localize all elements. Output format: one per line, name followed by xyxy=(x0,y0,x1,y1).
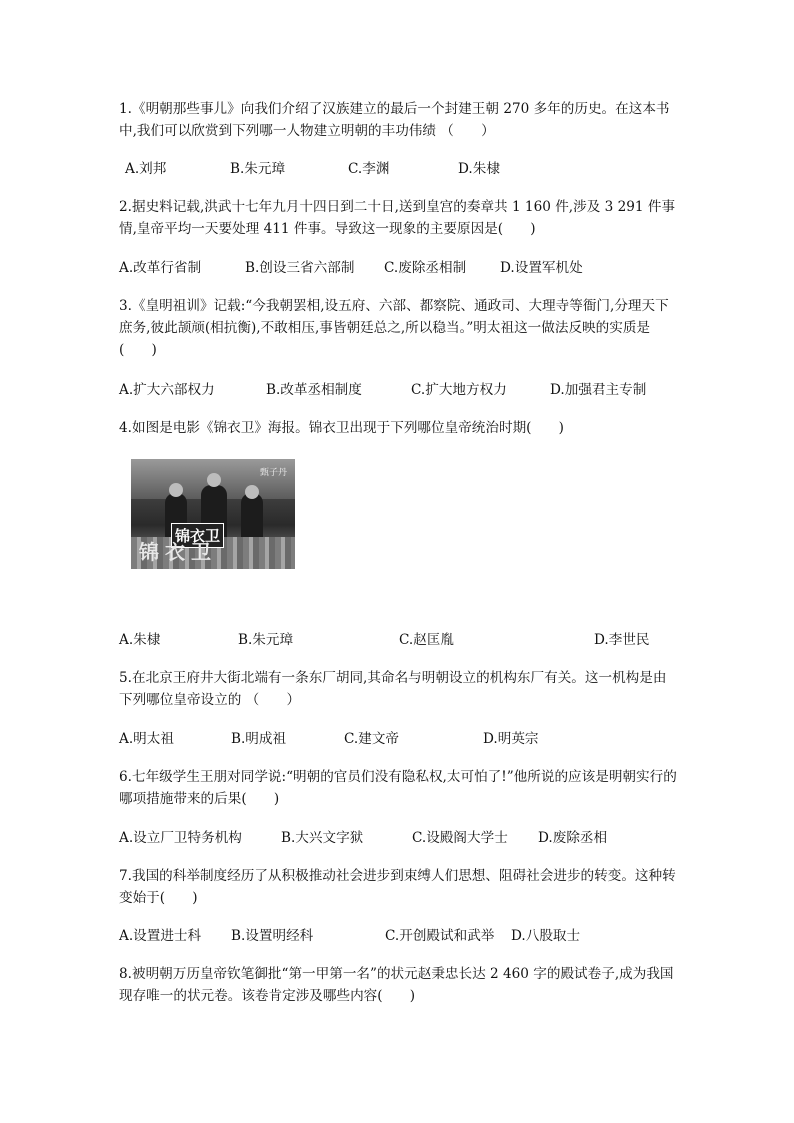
poster-figure-head xyxy=(169,483,183,497)
question-2-options xyxy=(119,257,679,279)
option-a[interactable]: A.设立厂卫特务机构 xyxy=(119,830,242,846)
option-d[interactable]: D.朱棣 xyxy=(458,161,500,177)
question-2-stem: 2.据史料记载,洪武十七年九月十四日到二十日,送到皇宫的奏章共 1 160 件,涉及 3 291 件事情,皇帝平均一天要处理 411 件事。导致这一现象的主要原因是( ) xyxy=(119,199,676,237)
option-b[interactable]: B.朱元璋 xyxy=(238,632,294,648)
poster-figure xyxy=(241,493,263,539)
option-a[interactable]: A.朱棣 xyxy=(119,632,161,648)
question-7-stem: 7.我国的科举制度经历了从积极推动社会进步到束缚人们思想、阻碍社会进步的转变。这种转变始于( ) xyxy=(119,868,676,906)
option-b[interactable]: B.创设三省六部制 xyxy=(245,260,355,276)
option-b[interactable]: B.大兴文字狱 xyxy=(281,830,364,846)
option-b[interactable]: B.朱元璋 xyxy=(230,161,286,177)
poster-figure-head xyxy=(207,473,221,487)
poster-title-small: 锦衣卫 xyxy=(171,523,224,548)
option-d[interactable]: D.八股取士 xyxy=(511,928,581,944)
option-a[interactable]: A.扩大六部权力 xyxy=(119,382,215,398)
option-c[interactable]: C.开创殿试和武举 xyxy=(385,928,495,944)
question-1-options xyxy=(119,158,679,180)
option-d[interactable]: D.明英宗 xyxy=(483,731,539,747)
question-6-stem: 6.七年级学生王朋对同学说:“明朝的官员们没有隐私权,太可怕了!”他所说的应该是明朝实行的哪项措施带来的后果( ) xyxy=(119,769,677,807)
question-1-stem: 1.《明朝那些事儿》向我们介绍了汉族建立的最后一个封建王朝 270 多年的历史。在这本书中,我们可以欣赏到下列哪一人物建立明朝的丰功伟绩 （ ） xyxy=(119,101,670,139)
poster-figure-head xyxy=(245,485,259,499)
poster-title-big: 锦衣卫 xyxy=(139,540,217,564)
option-a[interactable]: A.明太祖 xyxy=(119,731,174,747)
option-b[interactable]: B.改革丞相制度 xyxy=(266,382,362,398)
option-d[interactable]: D.废除丞相 xyxy=(538,830,608,846)
option-c[interactable]: C.建文帝 xyxy=(344,731,400,747)
option-a[interactable]: A.刘邦 xyxy=(125,161,167,177)
question-7-options xyxy=(119,925,679,947)
option-b[interactable]: B.明成祖 xyxy=(231,731,287,747)
option-a[interactable]: A.改革行省制 xyxy=(119,260,202,276)
option-a[interactable]: A.设置进士科 xyxy=(119,928,202,944)
question-6-options xyxy=(119,827,679,849)
option-c[interactable]: C.李渊 xyxy=(348,161,390,177)
question-4-options xyxy=(119,629,679,651)
poster-tag: 甄子丹 xyxy=(259,468,287,478)
option-c[interactable]: C.废除丞相制 xyxy=(384,260,467,276)
option-d[interactable]: D.设置军机处 xyxy=(500,260,583,276)
option-d[interactable]: D.加强君主专制 xyxy=(550,382,647,398)
question-5-options xyxy=(119,728,679,750)
option-c[interactable]: C.赵匡胤 xyxy=(399,632,455,648)
movie-poster-image xyxy=(131,459,295,569)
option-c[interactable]: C.扩大地方权力 xyxy=(411,382,507,398)
question-5-stem: 5.在北京王府井大街北端有一条东厂胡同,其命名与明朝设立的机构东厂有关。这一机构是由下列哪位皇帝设立的 （ ） xyxy=(119,670,667,708)
option-c[interactable]: C.设殿阁大学士 xyxy=(412,830,508,846)
option-b[interactable]: B.设置明经科 xyxy=(231,928,314,944)
question-8-stem: 8.被明朝万历皇帝钦笔御批“第一甲第一名”的状元赵秉忠长达 2 460 字的殿试卷子,成为我国现存唯一的状元卷。该卷肯定涉及哪些内容( ) xyxy=(119,966,674,1004)
option-d[interactable]: D.李世民 xyxy=(594,632,650,648)
question-3-stem: 3.《皇明祖训》记载:“今我朝罢相,设五府、六部、都察院、通政司、大理寺等衙门,分理天下庶务,彼此颉颃(相抗衡),不敢相压,事皆朝廷总之,所以稳当。”明太祖这一做法反映的实质是( ) xyxy=(119,298,669,358)
question-3-options xyxy=(119,379,679,401)
question-4-stem: 4.如图是电影《锦衣卫》海报。锦衣卫出现于下列哪位皇帝统治时期( ) xyxy=(119,420,564,436)
